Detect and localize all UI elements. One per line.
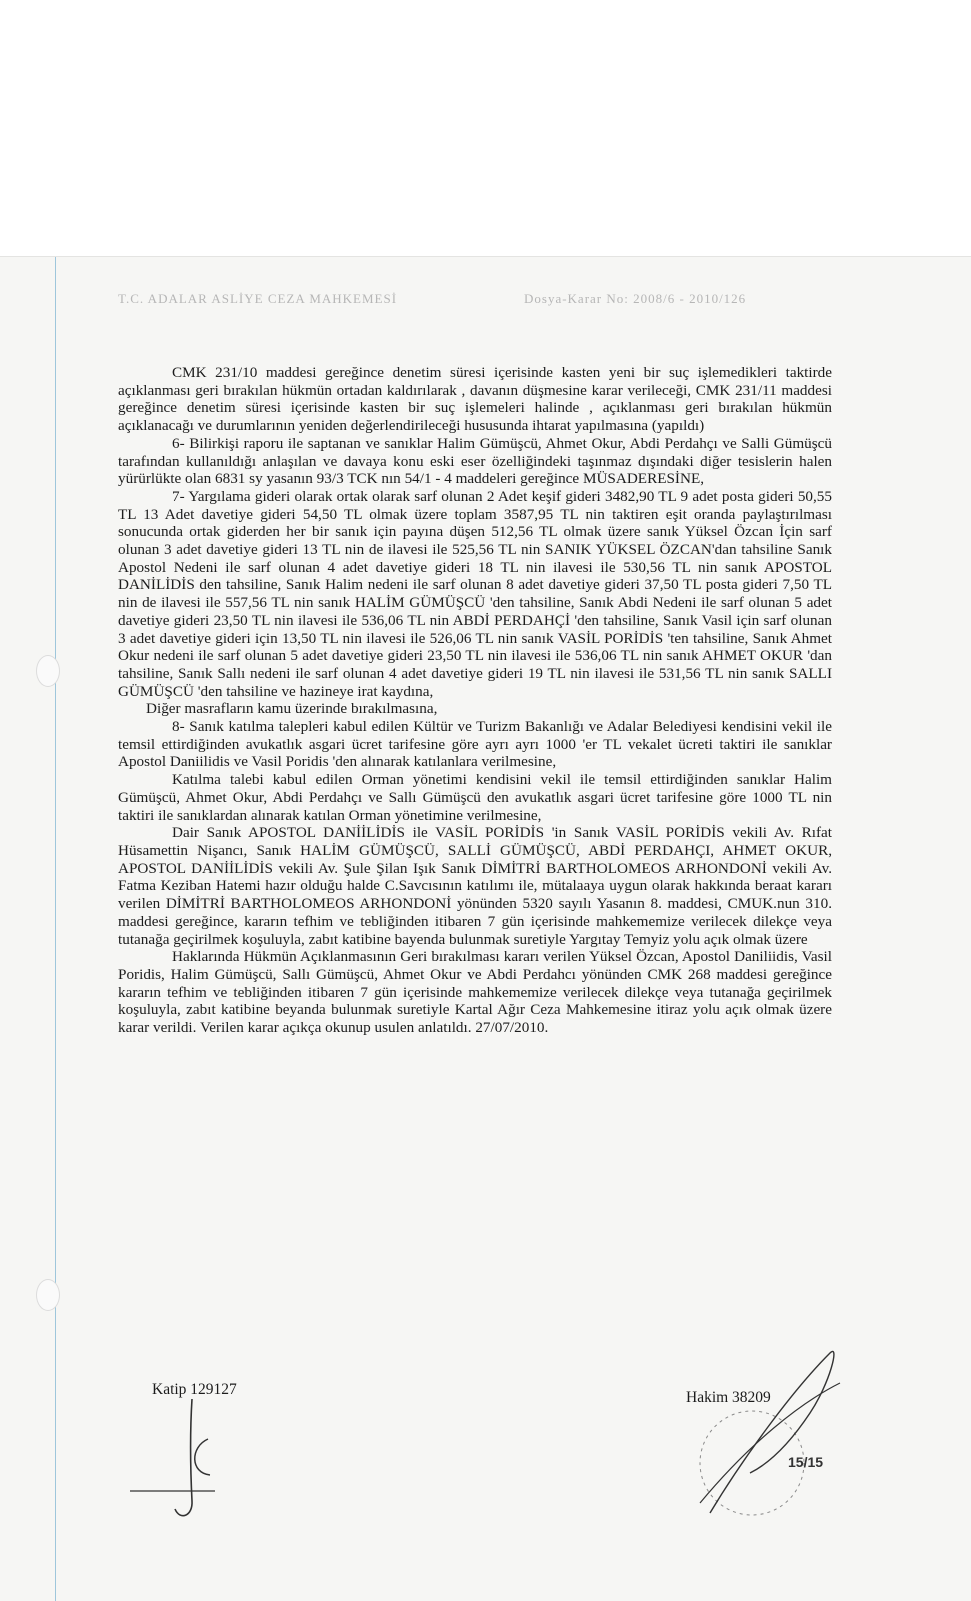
paragraph: Haklarında Hükmün Açıklanmasının Geri bırakılması kararı verilen Yüksel Özcan, Apostol Daniliidis, Vasil Poridis, Halim Gümüşcü, Sallı Gümüşcü, Ahmet Okur ve Abdi Perdahcı yönünden CMK 268 maddesi gereğince kararın tefhim ve tebliğinden itibaren 7 gün içerisinde mahkememize verilecek dilekçe veya tutanağa geçirilmek koşuluyla, zabıt katibine beyanda bulunmak suretiyle Kartal Ağır Ceza Mahkemesine itiraz yolu açık olmak üzere karar verildi. Verilen karar açıkça okunup usulen anlatıldı. 27/07/2010. bbox=[118, 948, 832, 1037]
punch-hole bbox=[36, 1279, 60, 1311]
judge-signature-scribble bbox=[680, 1313, 860, 1533]
judge-signature-label: Hakim 38209 bbox=[686, 1389, 771, 1406]
document-body bbox=[118, 364, 832, 1037]
paragraph: Dair Sanık APOSTOL DANİİLİDİS ile VASİL PORİDİS 'in Sanık VASİL PORİDİS vekili Av. Rıfat Hüsamettin Nişancı, Sanık HALİM GÜMÜŞCÜ, SALLİ GÜMÜŞCÜ, ABDİ PERDAHÇI, AHMET OKUR, APOSTOL DANİİLİDİS vekili Av. Şule Şilan Işık Sanık DİMİTRİ BARTHOLOMEOS ARHONDONİ vekili Av. Fatma Keziban Hatemi hazır olduğu halde C.Savcısının katılımı ile, mütalaaya uygun olarak hakkında beraat kararı verilen DİMİTRİ BARTHOLOMEOS ARHONDONİ yönünden 5320 sayılı Yasanın 8. maddesi, CMUK.nun 310. maddesi gereğince, kararın tefhim ve tebliğinden itibaren 7 gün içerisinde mahkememize verilecek dilekçe veya tutanağa geçirilmek koşuluyla, zabıt katibine bayenda bulunmak suretiyle Yargıtay Temyiz yolu açık olmak üzere bbox=[118, 824, 832, 948]
punch-hole bbox=[36, 655, 60, 687]
page-number: 15/15 bbox=[788, 1454, 824, 1470]
paragraph: 8- Sanık katılma talepleri kabul edilen Kültür ve Turizm Bakanlığı ve Adalar Belediyesi kendisini vekil ile temsil ettirdiğinden avukatlık asgari ücret tarifesine göre ayrı ayrı 1000 'er TL vekalet ücreti taktiri ile sanıklar Apostol Daniilidis ve Vasil Poridis 'den alınarak katılanlara verilmesine, bbox=[118, 718, 832, 771]
paragraph: 7- Yargılama gideri olarak ortak olarak sarf olunan 2 Adet keşif gideri 3482,90 TL 9 adet posta gideri 50,55 TL 13 Adet davetiye gideri 54,50 TL olmak üzere toplam 3587,95 TL nin taktiren eşit oranda paylaştırılması sonucunda ortak giderden her bir sanık için payına düşen 512,56 TL olmak üzere sanık Yüksel Özcan İçin sarf olunan 3 adet davetiye gideri 13 TL nin de ilavesi ile 525,56 TL nin SANIK YÜKSEL ÖZCAN'dan tahsiline Sanık Apostol Nedeni ile sarf olunan 4 adet davetiye gideri 18 TL nin ilavesi ile 530,56 TL nin sanık APOSTOL DANİLİDİS den tahsiline, Sanık Halim nedeni ile sarf olunan 8 adet davetiye gideri 37,50 TL posta gideri 7,50 TL nin de ilavesi ile 557,56 TL nin sanık HALİM GÜMÜŞCÜ 'den tahsiline, Sanık Abdi Nedeni ile sarf olunan 5 adet davetiye gideri 23,50 TL nin ilavesi ile 536,06 TL nin ABDİ PERDAHÇİ 'den tahsiline, Sanık Vasil için sarf olunan 3 adet davetiye gideri için 13,50 TL nin ilavesi ile 526,06 TL nin sanık VASİL PORİDİS 'ten tahsiline, Sanık Ahmet Okur nedeni ile sarf olunan 5 adet davetiye gideri 23,50 TL nin ilavesi ile 536,06 TL nin sanık AHMET OKUR 'dan tahsiline, Sanık Sallı nedeni ile sarf olunan 4 adet davetiye gideri 19 TL nin ilavesi ile 531,56 TL nin sanık SALLI GÜMÜŞCÜ 'den tahsiline ve hazineye irat kaydına, bbox=[118, 487, 832, 700]
margin-rule bbox=[55, 257, 56, 1601]
clerk-signature-scribble bbox=[120, 1381, 230, 1531]
clerk-signature-label: Katip 129127 bbox=[152, 1381, 237, 1398]
paragraph: 6- Bilirkişi raporu ile saptanan ve sanıklar Halim Gümüşcü, Ahmet Okur, Abdi Perdahçı ve Salli Gümüşcü tarafından kullanıldığı anlaşılan ve davaya konu eski eser özelliğindeki taşınmaz dışındaki diğer tesislerin halen yürürlükte olan 6831 sy yasanın 93/3 TCK nın 54/1 - 4 maddeleri gereğince MÜSADERESİNE, bbox=[118, 434, 832, 488]
document-header bbox=[118, 291, 878, 309]
court-name: T.C. ADALAR ASLİYE CEZA MAHKEMESİ bbox=[118, 291, 398, 306]
paragraph: Katılma talebi kabul edilen Orman yönetimi kendisini vekil ile temsil ettirdiğinden sanıklar Halim Gümüşcü, Ahmet Okur, Abdi Perdahçı ve Sallı Gümüşcü den avukatlık asgari ücret tarifesine göre 1000 TL nin taktiri ile sanıklardan alınarak katılan Orman yönetimine verilmesine, bbox=[118, 771, 832, 824]
document-page bbox=[0, 256, 971, 1601]
docket-number: Dosya-Karar No: 2008/6 - 2010/126 bbox=[524, 291, 747, 306]
paragraph: Diğer masrafların kamu üzerinde bırakılmasına, bbox=[146, 700, 438, 718]
paragraph: CMK 231/10 maddesi gereğince denetim süresi içerisinde kasten yeni bir suç işlemedikleri taktirde açıklanması geri bırakılan hükmün ortadan kaldırılarak , davanın düşmesine karar verileceği, CMK 231/11 maddesi gereğince denetim süresi içerisinde kasten bir suç işlemeleri halinde , açıklanması geri bırakılan hükmün açıklanacağı ve durumlarının yeniden değerlendirileceği hususunda ihtarat yapılmasına (yapıldı) bbox=[118, 364, 832, 435]
